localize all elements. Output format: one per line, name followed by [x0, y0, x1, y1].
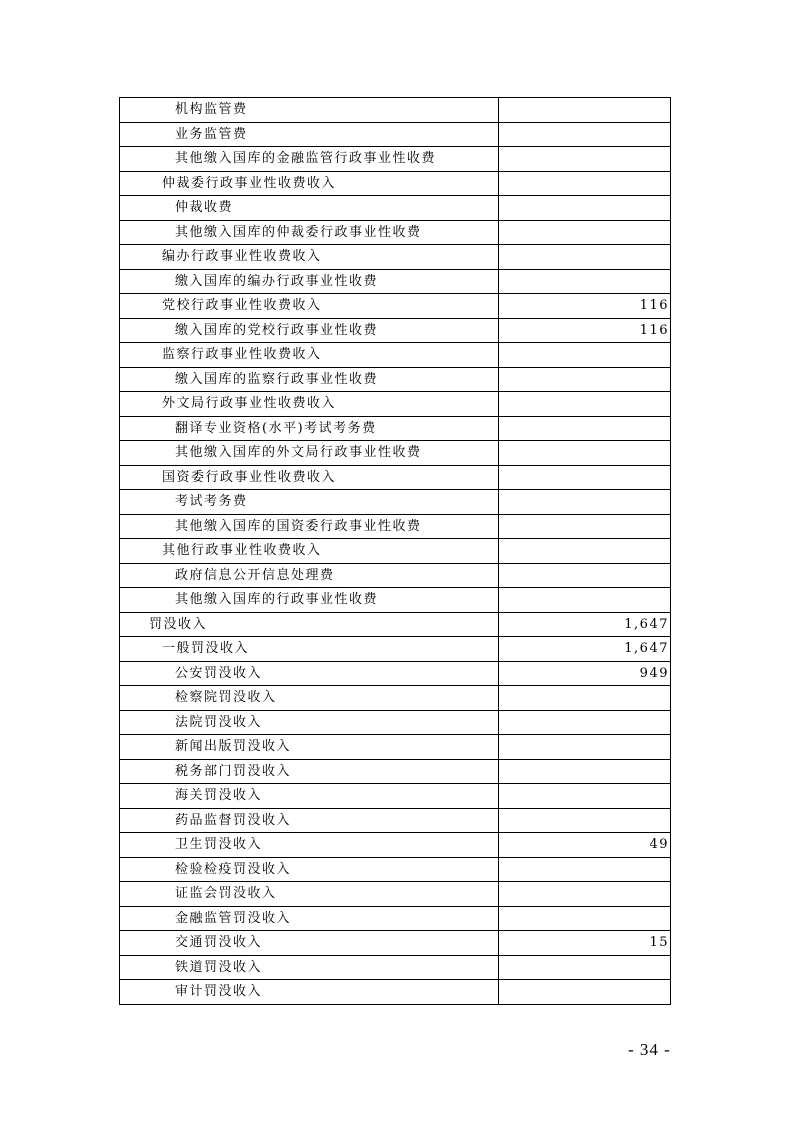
item-name-cell: 新闻出版罚没收入 [120, 735, 499, 760]
table-row [120, 343, 671, 368]
item-name-cell: 金融监管罚没收入 [120, 906, 499, 931]
table-row [120, 392, 671, 417]
item-value-cell [498, 563, 670, 588]
item-name-cell: 考试考务费 [120, 490, 499, 515]
table-row [120, 220, 671, 245]
item-value-cell [498, 808, 670, 833]
item-name-cell: 政府信息公开信息处理费 [120, 563, 499, 588]
table-row [120, 441, 671, 466]
revenue-table-body [120, 98, 671, 1005]
item-value-cell [498, 416, 670, 441]
item-value-cell: 116 [498, 318, 670, 343]
table-row [120, 294, 671, 319]
item-value-cell [498, 784, 670, 809]
item-name-cell: 海关罚没收入 [120, 784, 499, 809]
table-row [120, 686, 671, 711]
table-row [120, 196, 671, 221]
item-value-cell [498, 710, 670, 735]
item-name-cell: 缴入国库的党校行政事业性收费 [120, 318, 499, 343]
item-value-cell: 49 [498, 833, 670, 858]
item-value-cell [498, 759, 670, 784]
table-row [120, 245, 671, 270]
table-row [120, 784, 671, 809]
item-name-cell: 其他缴入国库的仲裁委行政事业性收费 [120, 220, 499, 245]
item-name-cell: 业务监管费 [120, 122, 499, 147]
item-name-cell: 翻译专业资格(水平)考试考务费 [120, 416, 499, 441]
item-name-cell: 一般罚没收入 [120, 637, 499, 662]
item-name-cell: 证监会罚没收入 [120, 882, 499, 907]
table-row [120, 98, 671, 123]
item-name-cell: 审计罚没收入 [120, 980, 499, 1005]
table-row [120, 612, 671, 637]
item-value-cell [498, 857, 670, 882]
item-value-cell: 116 [498, 294, 670, 319]
item-value-cell [498, 882, 670, 907]
table-row [120, 637, 671, 662]
item-name-cell: 卫生罚没收入 [120, 833, 499, 858]
revenue-table [119, 97, 671, 1005]
item-name-cell: 外文局行政事业性收费收入 [120, 392, 499, 417]
item-value-cell [498, 906, 670, 931]
table-row [120, 857, 671, 882]
item-value-cell [498, 98, 670, 123]
item-name-cell: 缴入国库的编办行政事业性收费 [120, 269, 499, 294]
item-name-cell: 铁道罚没收入 [120, 955, 499, 980]
item-value-cell [498, 392, 670, 417]
item-name-cell: 其他行政事业性收费收入 [120, 539, 499, 564]
table-row [120, 269, 671, 294]
table-row [120, 171, 671, 196]
table-row [120, 588, 671, 613]
item-value-cell: 15 [498, 931, 670, 956]
table-row [120, 539, 671, 564]
item-value-cell [498, 955, 670, 980]
table-row [120, 882, 671, 907]
item-name-cell: 仲裁委行政事业性收费收入 [120, 171, 499, 196]
item-name-cell: 仲裁收费 [120, 196, 499, 221]
item-name-cell: 交通罚没收入 [120, 931, 499, 956]
table-row [120, 318, 671, 343]
table-row [120, 808, 671, 833]
item-value-cell [498, 367, 670, 392]
item-value-cell [498, 147, 670, 172]
item-name-cell: 其他缴入国库的国资委行政事业性收费 [120, 514, 499, 539]
item-value-cell [498, 122, 670, 147]
item-name-cell: 国资委行政事业性收费收入 [120, 465, 499, 490]
table-row [120, 955, 671, 980]
table-row [120, 759, 671, 784]
item-value-cell [498, 588, 670, 613]
page-number: - 34 - [628, 1040, 671, 1059]
item-name-cell: 罚没收入 [120, 612, 499, 637]
item-value-cell [498, 269, 670, 294]
item-name-cell: 编办行政事业性收费收入 [120, 245, 499, 270]
item-name-cell: 检察院罚没收入 [120, 686, 499, 711]
table-row [120, 980, 671, 1005]
item-value-cell [498, 441, 670, 466]
item-name-cell: 监察行政事业性收费收入 [120, 343, 499, 368]
table-row [120, 833, 671, 858]
item-name-cell: 其他缴入国库的行政事业性收费 [120, 588, 499, 613]
item-value-cell [498, 245, 670, 270]
table-row [120, 931, 671, 956]
item-value-cell [498, 220, 670, 245]
table-row [120, 147, 671, 172]
table-row [120, 661, 671, 686]
item-name-cell: 党校行政事业性收费收入 [120, 294, 499, 319]
item-value-cell [498, 735, 670, 760]
table-row [120, 416, 671, 441]
item-value-cell [498, 171, 670, 196]
item-value-cell [498, 490, 670, 515]
item-name-cell: 缴入国库的监察行政事业性收费 [120, 367, 499, 392]
table-row [120, 710, 671, 735]
item-value-cell: 1,647 [498, 637, 670, 662]
table-row [120, 563, 671, 588]
item-name-cell: 药品监督罚没收入 [120, 808, 499, 833]
table-row [120, 514, 671, 539]
item-value-cell [498, 686, 670, 711]
table-row [120, 122, 671, 147]
item-value-cell [498, 514, 670, 539]
item-value-cell [498, 465, 670, 490]
table-row [120, 906, 671, 931]
item-name-cell: 税务部门罚没收入 [120, 759, 499, 784]
item-name-cell: 公安罚没收入 [120, 661, 499, 686]
item-name-cell: 机构监管费 [120, 98, 499, 123]
item-value-cell [498, 343, 670, 368]
item-value-cell: 1,647 [498, 612, 670, 637]
item-value-cell: 949 [498, 661, 670, 686]
item-name-cell: 其他缴入国库的外文局行政事业性收费 [120, 441, 499, 466]
table-row [120, 490, 671, 515]
item-value-cell [498, 980, 670, 1005]
item-value-cell [498, 539, 670, 564]
item-name-cell: 法院罚没收入 [120, 710, 499, 735]
item-value-cell [498, 196, 670, 221]
table-row [120, 367, 671, 392]
item-name-cell: 其他缴入国库的金融监管行政事业性收费 [120, 147, 499, 172]
table-row [120, 465, 671, 490]
table-row [120, 735, 671, 760]
item-name-cell: 检验检疫罚没收入 [120, 857, 499, 882]
